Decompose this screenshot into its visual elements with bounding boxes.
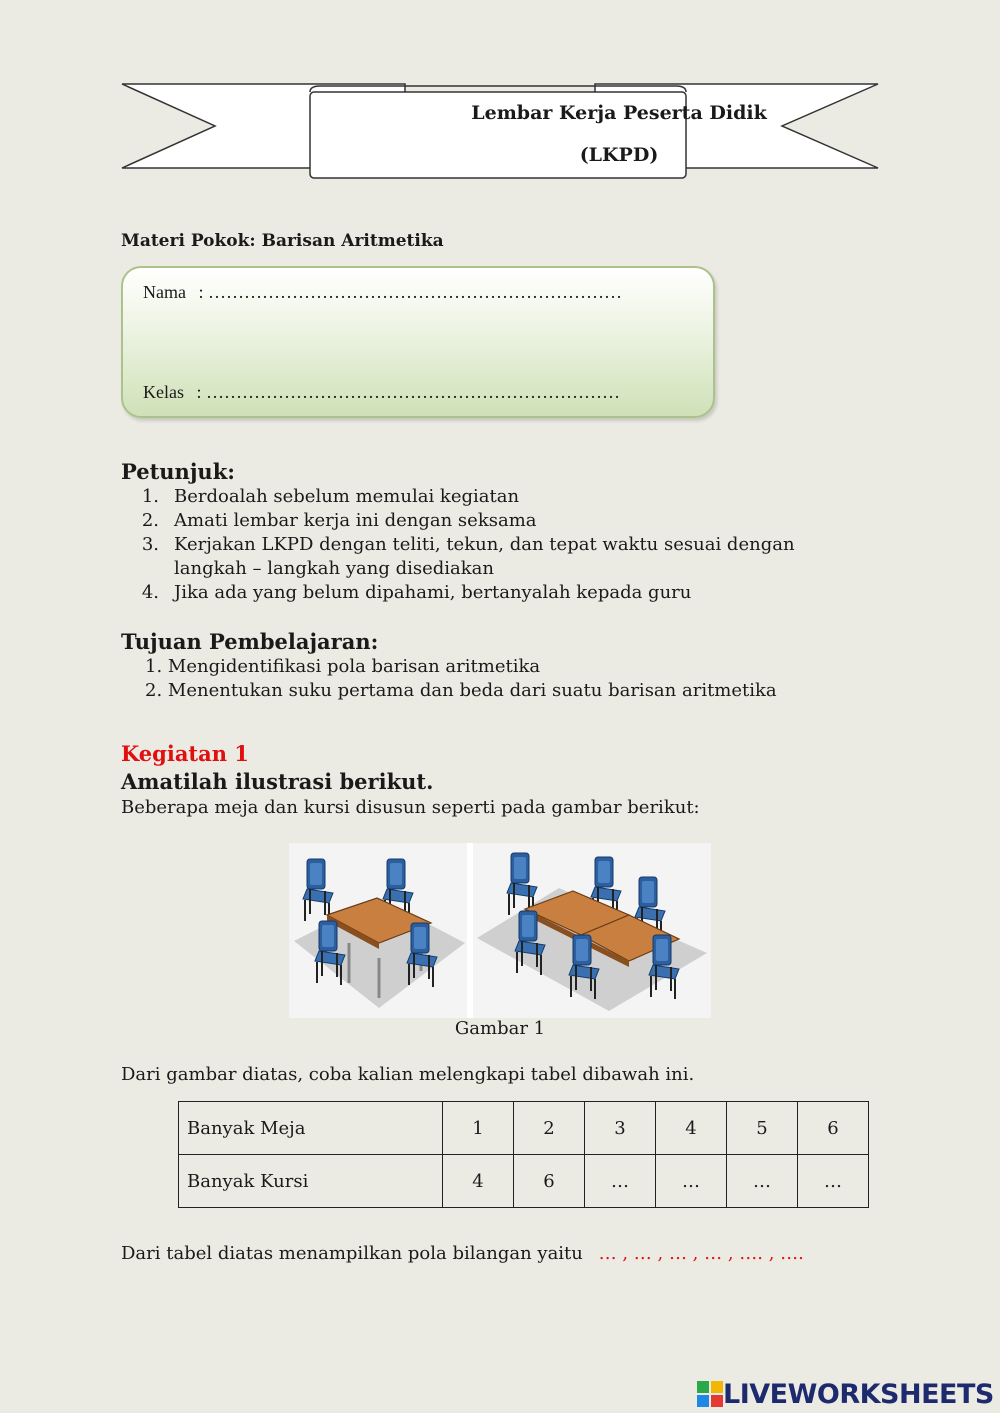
list-item-continuation: langkah – langkah yang disediakan [174,558,494,579]
list-item: Amati lembar kerja ini dengan seksama [174,510,537,531]
table-chairs-illustration [289,843,711,1018]
list-item: Kerjakan LKPD dengan teliti, tekun, dan tepat waktu sesuai dengan [174,534,795,555]
kegiatan-heading: Kegiatan 1 [121,741,249,766]
kegiatan-description: Beberapa meja dan kursi disusun seperti pada gambar berikut: [121,797,700,818]
row-label: Banyak Meja [179,1102,443,1155]
liveworksheets-logo [697,1376,994,1412]
petunjuk-list [121,485,881,605]
table-cell: 5 [727,1102,798,1155]
table-cell: 1 [443,1102,514,1155]
table-row [179,1102,869,1155]
petunjuk-heading: Petunjuk: [121,459,235,484]
kegiatan-subheading: Amatilah ilustrasi berikut. [121,769,434,794]
list-item: Jika ada yang belum dipahami, bertanyalah kepada guru [174,582,692,603]
pola-answer-field[interactable]: … , … , … , … , …. , …. [598,1243,804,1264]
list-item: 2. Menentukan suku pertama dan beda dari suatu barisan aritmetika [145,680,777,701]
row-label: Banyak Kursi [179,1155,443,1208]
table-cell: 4 [443,1155,514,1208]
table-cell: 4 [656,1102,727,1155]
answer-cell[interactable]: … [656,1155,727,1208]
materi-pokok: Materi Pokok: Barisan Aritmetika [121,231,444,251]
ribbon-graphic [120,80,880,184]
identity-box [121,266,715,418]
list-number: 3. [141,534,159,555]
answer-cell[interactable]: … [798,1155,869,1208]
liveworksheets-logo-icon [697,1381,723,1407]
meja-kursi-table [178,1101,869,1208]
nama-row [143,282,622,303]
nama-field[interactable]: : …………………………………………………………… [198,282,622,302]
tujuan-heading: Tujuan Pembelajaran: [121,629,379,654]
tujuan-list [145,655,777,703]
list-item: 1. Mengidentifikasi pola barisan aritmetika [145,656,541,677]
table-cell: 2 [514,1102,585,1155]
title-banner [120,80,880,184]
kelas-row [143,382,620,403]
table-cell: 6 [798,1102,869,1155]
kelas-label: Kelas [143,382,184,402]
pola-sentence [121,1243,804,1264]
logo-text: LIVEWORKSHEETS [723,1378,994,1410]
list-item: Berdoalah sebelum memulai kegiatan [174,486,520,507]
table-cell: 6 [514,1155,585,1208]
answer-cell[interactable]: … [585,1155,656,1208]
table-cell: 3 [585,1102,656,1155]
kelas-field[interactable]: : …………………………………………………………… [196,382,620,402]
nama-label: Nama [143,282,186,302]
list-number: 4. [141,582,159,603]
pola-text: Dari tabel diatas menampilkan pola bilangan yaitu [121,1243,583,1264]
answer-cell[interactable]: … [727,1155,798,1208]
list-number: 1. [141,486,159,507]
title-line2: (LKPD) [579,144,659,166]
table-instruction: Dari gambar diatas, coba kalian melengkapi tabel dibawah ini. [121,1064,695,1085]
figure-caption: Gambar 1 [454,1018,546,1039]
title-line1: Lembar Kerja Peserta Didik [471,102,767,124]
table-row [179,1155,869,1208]
list-number: 2. [141,510,159,531]
